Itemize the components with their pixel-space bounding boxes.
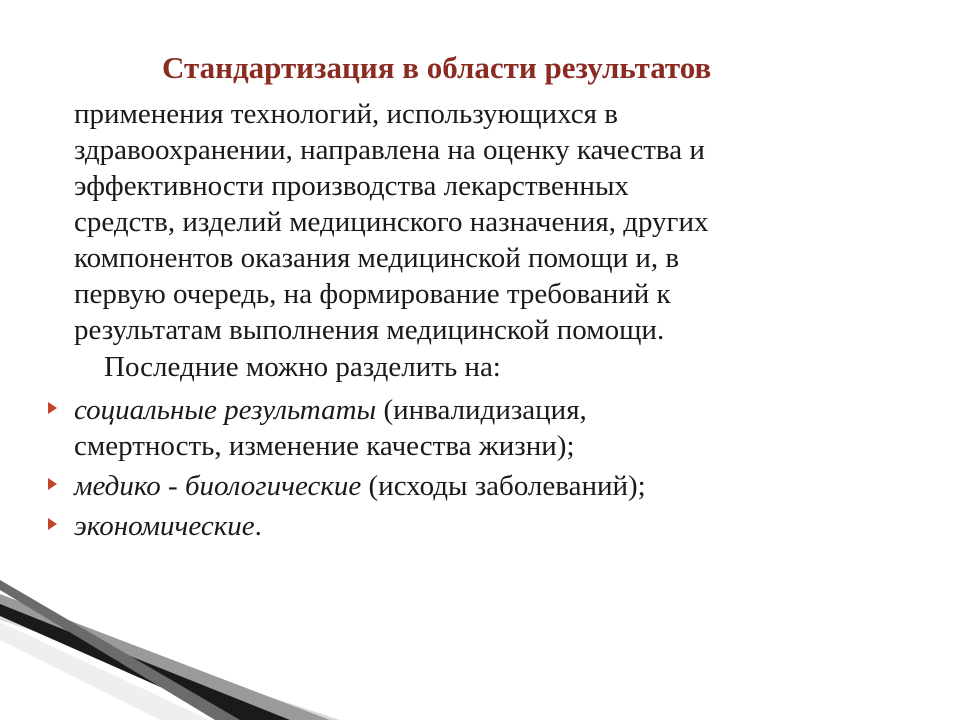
list-item-economic bbox=[48, 508, 908, 544]
list-item-social bbox=[48, 392, 908, 464]
bullet-term: социальные результаты bbox=[74, 394, 377, 426]
body-line: компонентов оказания медицинской помощи и, в bbox=[74, 242, 680, 274]
bullet-term: медико - биологические bbox=[74, 470, 362, 502]
body-line: результатам выполнения медицинской помощи. bbox=[74, 314, 665, 346]
body-line: здравоохранении, направлена на оценку качества и bbox=[74, 134, 705, 166]
body-line: первую очередь, на формирование требований к bbox=[74, 278, 671, 310]
decorative-swoosh bbox=[0, 580, 340, 720]
bullet-detail: (инвалидизация, bbox=[376, 394, 587, 426]
body-line: эффективности производства лекарственных bbox=[74, 170, 629, 202]
bullet-line bbox=[74, 468, 908, 504]
triangle-right-icon bbox=[48, 478, 57, 490]
bullet-line bbox=[74, 392, 908, 428]
list-intro: Последние можно разделить на: bbox=[104, 351, 501, 383]
results-list bbox=[48, 392, 908, 548]
body-line: средств, изделий медицинского назначения, других bbox=[74, 206, 709, 238]
bullet-line bbox=[74, 508, 908, 544]
bullet-detail: (исходы заболеваний); bbox=[361, 470, 646, 502]
slide-title: Стандартизация в области результатов bbox=[162, 50, 712, 85]
body-line: применения технологий, использующихся в bbox=[74, 98, 618, 130]
triangle-right-icon bbox=[48, 402, 57, 414]
body-paragraph bbox=[74, 96, 914, 348]
bullet-term: экономические bbox=[74, 510, 255, 542]
bullet-line-continuation: смертность, изменение качества жизни); bbox=[74, 430, 575, 462]
list-item-biomedical bbox=[48, 468, 908, 504]
triangle-right-icon bbox=[48, 518, 57, 530]
bullet-detail: . bbox=[254, 510, 262, 542]
